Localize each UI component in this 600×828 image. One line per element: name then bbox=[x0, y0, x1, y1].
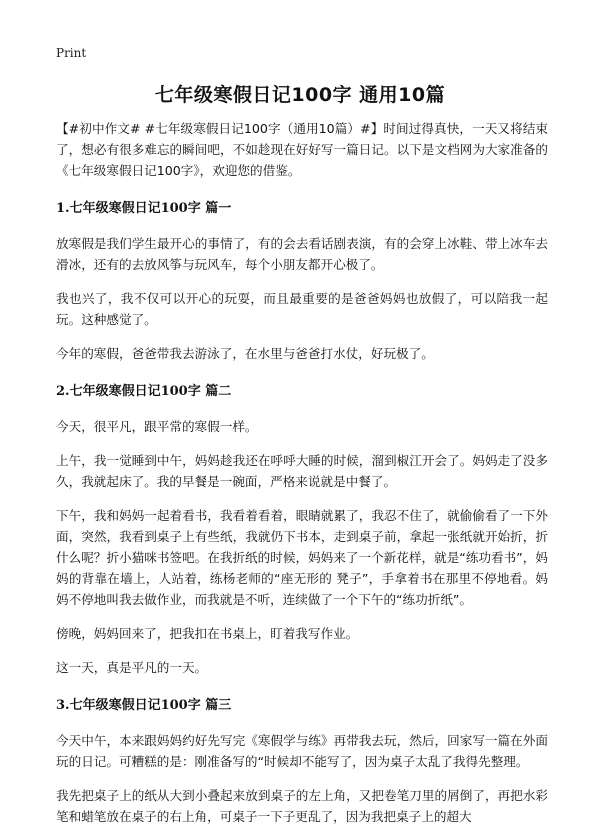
section-2-heading: 2.七年级寒假日记100字 篇二 bbox=[56, 384, 232, 399]
document-title: 七年级寒假日记100字 通用10篇 bbox=[154, 84, 446, 106]
section-2-paragraph: 下午，我和妈妈一起着看书，我看着看着，眼睛就累了，我忍不住了，就偷偷看了一下外面，突然，我看到桌子上有些纸，我就仍下书本，走到桌子前，拿起一张纸就开始折，折什么呢？折小猫咪书签吧。在我折纸的时候，妈妈来了一个新花样，就是“练功看书”，妈妈的背靠在墙上，人站着，练杨老师的“座无形的 凳子”，手拿着书在那里不停地看。妈妈不停地叫我去做作业，而我就是不听，连续做了一个下午的“练功折纸”。 bbox=[56, 508, 548, 607]
section-1-paragraph: 放寒假是我们学生最开心的事情了，有的会去看话剧表演，有的会穿上冰鞋、带上冰车去滑冰，还有的去放风筝与玩风车，每个小朋友都开心极了。 bbox=[56, 236, 548, 272]
print-label[interactable]: Print bbox=[56, 46, 87, 60]
section-1-paragraph: 我也兴了，我不仅可以开心的玩耍，而且最重要的是爸爸妈妈也放假了，可以陪我一起玩。这种感觉了。 bbox=[56, 291, 548, 327]
document-body bbox=[56, 118, 548, 828]
section-1-heading: 1.七年级寒假日记100字 篇一 bbox=[56, 201, 232, 216]
section-3-paragraph: 今天中午，本来跟妈妈约好先写完《寒假学与练》再带我去玩，然后，回家写一篇在外面玩的日记。可糟糕的是：刚准备写的“时候却不能写了，因为桌子太乱了我得先整理。 bbox=[56, 733, 548, 769]
section-3-heading: 3.七年级寒假日记100字 篇三 bbox=[56, 698, 232, 713]
section-2-paragraph: 上午，我一觉睡到中午，妈妈趁我还在呼呼大睡的时候，溜到椒江开会了。妈妈走了没多久，我就起床了。我的早餐是一碗面，严格来说就是中餐了。 bbox=[56, 453, 548, 489]
section-2-paragraph: 今天，很平凡，跟平常的寒假一样。 bbox=[56, 419, 258, 434]
intro-paragraph: 【#初中作文# #七年级寒假日记100字（通用10篇）#】时间过得真快，一天又将结束了，想必有很多难忘的瞬间吧，不如趁现在好好写一篇日记。以下是文档网为大家准备的《七年级寒假日记100字》，欢迎您的借鉴。 bbox=[56, 121, 548, 178]
section-1-paragraph: 今年的寒假，爸爸带我去游泳了，在水里与爸爸打水仗，好玩极了。 bbox=[56, 346, 434, 361]
section-2-paragraph: 这一天，真是平凡的一天。 bbox=[56, 660, 208, 675]
section-3-paragraph: 我先把桌子上的纸从大到小叠起来放到桌子的左上角，又把卷笔刀里的屑倒了，再把水彩笔和蜡笔放在桌子的右上角，可桌子一下子更乱了，因为我把桌子上的超大 bbox=[56, 788, 548, 824]
section-2-paragraph: 傍晚，妈妈回来了，把我扣在书桌上，盯着我写作业。 bbox=[56, 626, 359, 641]
